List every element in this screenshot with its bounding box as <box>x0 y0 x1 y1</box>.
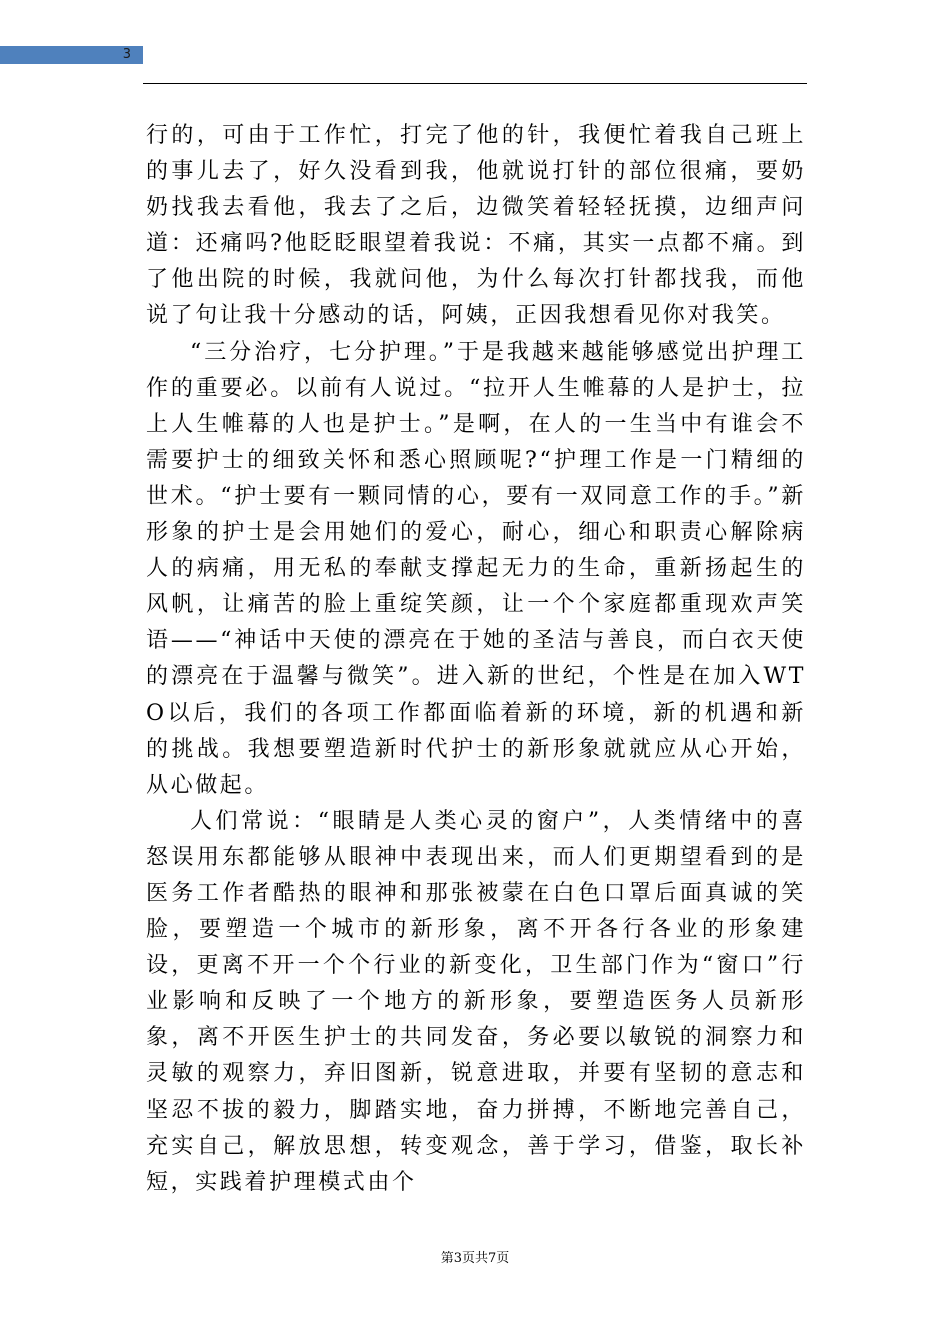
paragraph-1: 行的，可由于工作忙，打完了他的针，我便忙着我自己班上的事儿去了，好久没看到我，他就说打针的部位很痛，要奶奶找我去看他，我去了之后，边微笑着轻轻抚摸，边细声问道：还痛吗?他眨眨眼望着我说：不痛，其实一点都不痛。到了他出院的时候，我就问他，为什么每次打针都找我，而他说了句让我十分感动的话，阿姨，正因我想看见你对我笑。 <box>146 123 806 329</box>
paragraph-2: “三分治疗，七分护理。”于是我越来越能够感觉出护理工作的重要必。以前有人说过。“拉开人生帷幕的人是护士，拉上人生帷幕的人也是护士。”是啊，在人的一生当中有谁会不需要护士的细致关怀和悉心照顾呢?“护理工作是一门精细的世术。“护士要有一颗同情的心，要有一双同意工作的手。”新形象的护士是会用她们的爱心，耐心，细心和职责心解除病人的病痛，用无私的奉献支撑起无力的生命，重新扬起生的风帆，让痛苦的脸上重绽笑颜，让一个个家庭都重现欢声笑语——“神话中天使的漂亮在于她的圣洁与善良，而白衣天使的漂亮在于温馨与微笑”。进入新的世纪，个性是在加入WTO以后，我们的各项工作都面临着新的环境，新的机遇和新的挑战。我想要塑造新时代护士的新形象就就应从心开始，从心做起。 <box>146 339 806 798</box>
document-body <box>146 118 806 1201</box>
page-number-tab <box>0 46 143 64</box>
paragraph-3: 人们常说：“眼睛是人类心灵的窗户”，人类情绪中的喜怒误用东都能够从眼神中表现出来，而人们更期望看到的是医务工作者酷热的眼神和那张被蒙在白色口罩后面真诚的笑脸，要塑造一个城市的新形象，离不开各行各业的形象建设，更离不开一个个行业的新变化，卫生部门作为“窗口”行业影响和反映了一个地方的新形象，要塑造医务人员新形象，离不开医生护士的共同发奋，务必要以敏锐的洞察力和灵敏的观察力，弃旧图新，锐意进取，并要有坚韧的意志和坚忍不拔的毅力，脚踏实地，奋力拼搏，不断地完善自己，充实自己，解放思想，转变观念，善于学习，借鉴，取长补短，实践着护理模式由个 <box>146 808 806 1195</box>
page-footer: 第3页共7页 <box>440 1251 510 1266</box>
header-rule <box>143 83 807 84</box>
header-page-number: 3 <box>122 47 131 62</box>
